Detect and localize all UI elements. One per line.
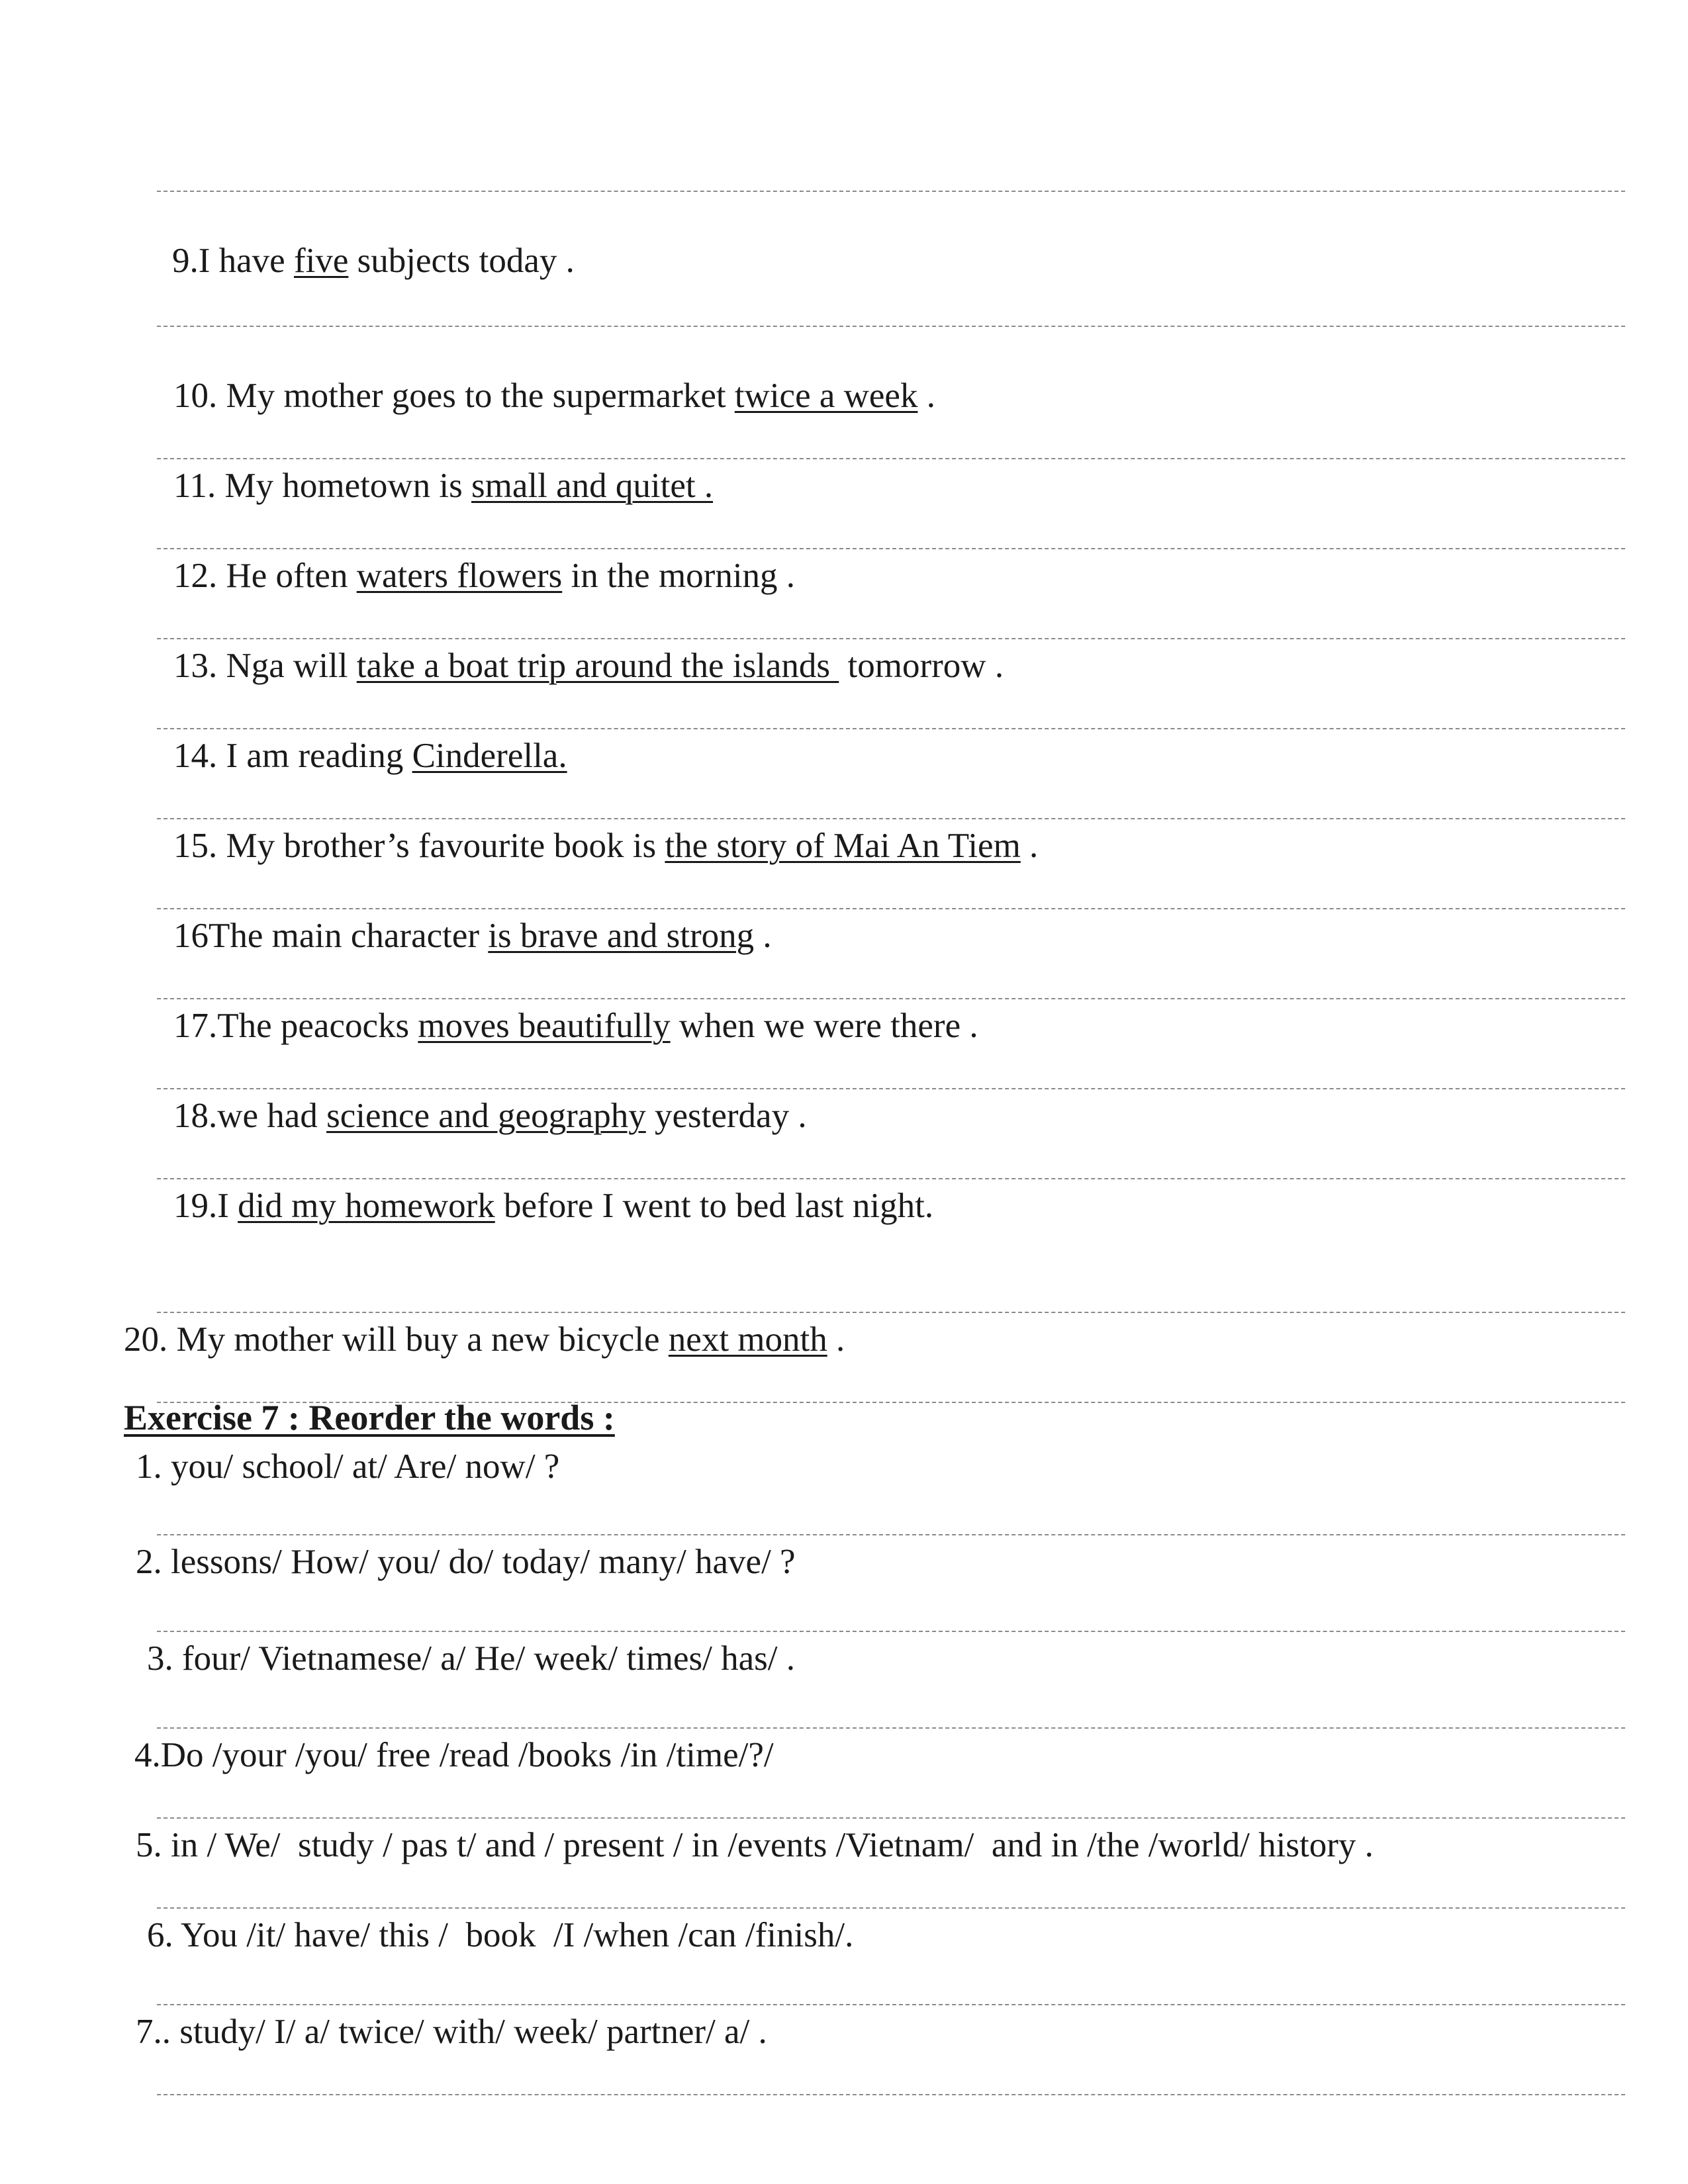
reorder-item: 6. You /it/ have/ this / book /I /when /can /finish/. bbox=[147, 1916, 854, 1954]
answer-line bbox=[157, 1631, 1625, 1632]
answer-line bbox=[157, 1534, 1625, 1535]
answer-line bbox=[157, 458, 1625, 459]
answer-line bbox=[157, 818, 1625, 819]
underlined-phrase: did my homework bbox=[238, 1187, 495, 1225]
answer-line bbox=[157, 2094, 1625, 2095]
underlined-phrase: is brave and strong bbox=[488, 917, 755, 955]
sentence-item: 17.The peacocks moves beautifully when we were there . bbox=[173, 1007, 978, 1045]
underlined-phrase: twice a week bbox=[734, 377, 918, 415]
sentence-item: 16The main character is brave and strong . bbox=[173, 917, 772, 955]
underlined-phrase: moves beautifully bbox=[418, 1007, 671, 1045]
reorder-item: 5. in / We/ study / pas t/ and / present / in /events /Vietnam/ and in /the /world/ history . bbox=[136, 1826, 1374, 1864]
reorder-item: 3. four/ Vietnamese/ a/ He/ week/ times/ has/ . bbox=[147, 1639, 796, 1678]
answer-line bbox=[157, 548, 1625, 549]
reorder-item: 7.. study/ I/ a/ twice/ with/ week/ partner/ a/ . bbox=[136, 2013, 767, 2051]
answer-line bbox=[157, 728, 1625, 729]
answer-line bbox=[157, 191, 1625, 192]
exercise-heading: Exercise 7 : Reorder the words : bbox=[124, 1398, 615, 1437]
answer-line bbox=[157, 326, 1625, 327]
sentence-item: 9.I have five subjects today . bbox=[172, 242, 575, 280]
reorder-item: 2. lessons/ How/ you/ do/ today/ many/ have/ ? bbox=[136, 1543, 796, 1581]
sentence-item: 13. Nga will take a boat trip around the islands tomorrow . bbox=[173, 647, 1004, 685]
underlined-phrase: science and geography bbox=[326, 1097, 646, 1135]
underlined-phrase: next month bbox=[668, 1320, 827, 1359]
answer-line bbox=[157, 2004, 1625, 2005]
answer-line bbox=[157, 908, 1625, 909]
underlined-phrase: waters flowers bbox=[356, 557, 563, 595]
reorder-item: 4.Do /your /you/ free /read /books /in /time/?/ bbox=[134, 1736, 774, 1774]
answer-line bbox=[157, 998, 1625, 999]
answer-line bbox=[157, 1907, 1625, 1909]
underlined-phrase: small and quitet . bbox=[471, 467, 714, 505]
sentence-item: 11. My hometown is small and quitet . bbox=[173, 467, 714, 505]
sentence-item: 19.I did my homework before I went to bed last night. bbox=[173, 1187, 934, 1225]
answer-line bbox=[157, 1088, 1625, 1089]
reorder-item: 1. you/ school/ at/ Are/ now/ ? bbox=[136, 1447, 560, 1486]
sentence-item: 12. He often waters flowers in the morning . bbox=[173, 557, 796, 595]
answer-line bbox=[157, 638, 1625, 639]
underlined-phrase: take a boat trip around the islands bbox=[356, 647, 839, 685]
sentence-item: 15. My brother’s favourite book is the story of Mai An Tiem . bbox=[173, 827, 1039, 865]
answer-line bbox=[157, 1727, 1625, 1729]
underlined-phrase: the story of Mai An Tiem bbox=[665, 827, 1021, 865]
answer-line bbox=[157, 1178, 1625, 1179]
sentence-item: 18.we had science and geography yesterday . bbox=[173, 1097, 807, 1135]
sentence-item: 10. My mother goes to the supermarket twice a week . bbox=[173, 377, 935, 415]
underlined-phrase: five bbox=[293, 242, 349, 280]
underlined-phrase: Cinderella. bbox=[412, 737, 567, 775]
sentence-item: 14. I am reading Cinderella. bbox=[173, 737, 567, 775]
sentence-item: 20. My mother will buy a new bicycle next month . bbox=[124, 1320, 845, 1359]
answer-line bbox=[157, 1817, 1625, 1819]
answer-line bbox=[157, 1312, 1625, 1313]
